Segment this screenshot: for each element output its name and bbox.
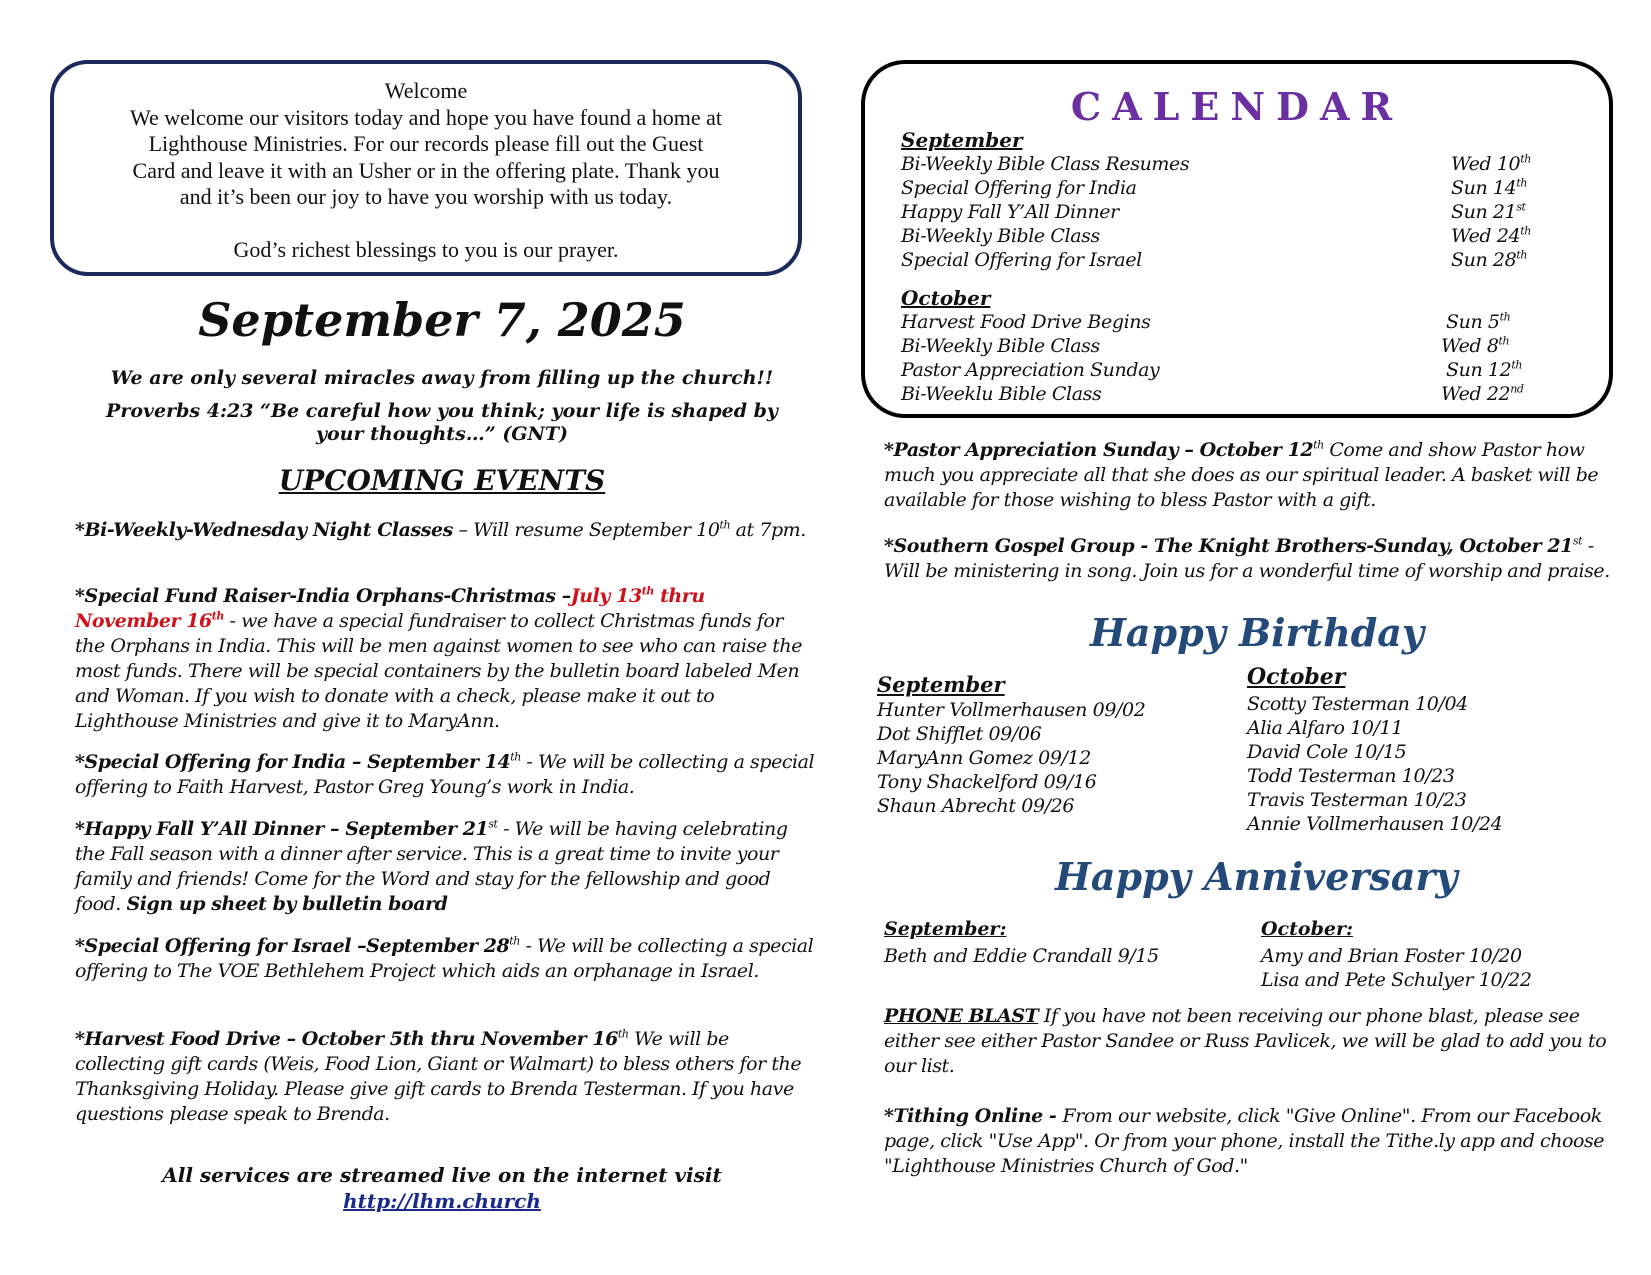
anniversary-september-label: September: <box>884 918 1007 940</box>
event-title: *Special Offering for India – September 14 <box>75 751 511 773</box>
event-sup: th <box>509 934 520 948</box>
anniversary-october-list <box>1261 944 1532 992</box>
calendar-day: Sun 5th <box>1446 310 1511 333</box>
list-item: Beth and Eddie Crandall 9/15 <box>884 945 1159 967</box>
notice-text: Come and show Pastor how much you appreciate all that she does as our spiritual leader. A basket will be available for those wishing to bless Pastor with a gift. <box>884 439 1599 511</box>
event-india-fundraiser <box>75 584 815 734</box>
calendar-row <box>901 248 1561 272</box>
calendar-row <box>901 334 1561 358</box>
event-title: *Harvest Food Drive – October 5th thru November 16 <box>75 1028 618 1050</box>
notice-sup: st <box>1572 534 1583 548</box>
calendar-event: Bi-Weekly Bible Class <box>901 225 1100 247</box>
calendar-event: Bi-Weekly Bible Class Resumes <box>901 153 1190 175</box>
calendar-day: Sun 14th <box>1451 176 1528 199</box>
event-israel-offering <box>75 934 815 984</box>
event-title: *Bi-Weekly-Wednesday Night Classes <box>75 519 453 541</box>
list-item: MaryAnn Gomez 09/12 <box>877 747 1091 769</box>
event-india-offering <box>75 750 815 800</box>
event-title: *Special Fund Raiser-India Orphans-Christmas – <box>75 585 571 607</box>
phone-blast-notice <box>884 1004 1624 1079</box>
bulletin-date: September 7, 2025 <box>198 293 686 347</box>
notice-title: *Tithing Online - <box>884 1105 1063 1127</box>
list-item: Annie Vollmerhausen 10/24 <box>1247 813 1503 835</box>
calendar-september-label: September <box>901 128 1023 152</box>
list-item: Travis Testerman 10/23 <box>1247 789 1467 811</box>
notice-title: *Southern Gospel Group - The Knight Brothers-Sunday, October 21 <box>884 535 1573 557</box>
calendar-event: Happy Fall Y’All Dinner <box>901 201 1119 223</box>
welcome-title: Welcome <box>384 78 468 103</box>
event-sup: th <box>211 609 224 623</box>
welcome-line: Card and leave it with an Usher or in the offering plate. Thank you <box>132 157 720 183</box>
birthday-september-list <box>877 698 1145 818</box>
notice-title: *Pastor Appreciation Sunday – October 12 <box>884 439 1314 461</box>
calendar-day: Wed 8th <box>1441 334 1510 357</box>
calendar-title: CALENDAR <box>1070 84 1404 129</box>
list-item: Tony Shackelford 09/16 <box>877 771 1097 793</box>
list-item: Dot Shifflet 09/06 <box>877 723 1042 745</box>
tithing-notice <box>884 1104 1624 1179</box>
list-item: Todd Testerman 10/23 <box>1247 765 1455 787</box>
verse <box>60 400 824 446</box>
calendar-day: Wed 22nd <box>1441 382 1524 405</box>
calendar-box <box>861 60 1613 418</box>
list-item: Alia Alfaro 10/11 <box>1247 717 1403 739</box>
event-text: at 7pm. <box>730 519 806 541</box>
notice-text: If you have not been receiving our phone blast, please see either see either Pastor Sandee or Russ Pavlicek, we will be glad to add you to our list. <box>884 1005 1607 1077</box>
calendar-row <box>901 382 1561 406</box>
list-item: Scotty Testerman 10/04 <box>1247 693 1468 715</box>
calendar-row <box>901 310 1561 334</box>
calendar-event: Pastor Appreciation Sunday <box>901 359 1160 381</box>
calendar-event: Special Offering for India <box>901 177 1137 199</box>
calendar-row <box>901 200 1561 224</box>
event-title: *Special Offering for Israel –September 28 <box>75 935 510 957</box>
event-sup: th <box>617 1027 629 1041</box>
calendar-row <box>901 224 1561 248</box>
event-text: - we have a special fundraiser to collect Christmas funds for the Orphans in India. This will be men against women to see who can raise the most funds. There will be special containers by the bulletin board labeled Men and Woman. If you wish to donate with a check, please make it out to Lighthouse Ministries and give it to MaryAnn. <box>75 610 803 732</box>
event-sup: st <box>488 817 498 831</box>
gospel-group-notice <box>884 534 1624 584</box>
event-sup: th <box>510 750 521 764</box>
tagline: We are only several miracles away from filling up the church!! <box>110 367 774 389</box>
calendar-day: Sun 21st <box>1451 200 1526 223</box>
verse-line: your thoughts…” (GNT) <box>315 423 569 445</box>
calendar-event: Bi-Weekly Bible Class <box>901 335 1100 357</box>
list-item: David Cole 10/15 <box>1247 741 1407 763</box>
calendar-october-label: October <box>901 286 991 310</box>
welcome-line: and it’s been our joy to have you worship with us today. <box>179 184 673 209</box>
event-sup: th <box>719 518 731 532</box>
birthday-heading: Happy Birthday <box>1090 610 1425 655</box>
notice-sup: th <box>1313 438 1324 452</box>
calendar-row <box>901 176 1561 200</box>
calendar-row <box>901 358 1561 382</box>
calendar-day: Sun 12th <box>1446 358 1523 381</box>
event-text: - We will be collecting a special offering to Faith Harvest, Pastor Greg Young’s work in India. <box>75 751 815 798</box>
event-sup: th <box>641 584 654 598</box>
event-date-end: thru November 16 <box>75 585 705 632</box>
anniversary-september-list <box>884 944 1159 968</box>
event-food-drive <box>75 1027 815 1127</box>
list-item: Hunter Vollmerhausen 09/02 <box>877 699 1146 721</box>
welcome-box <box>50 60 802 276</box>
list-item: Shaun Abrecht 09/26 <box>877 795 1075 817</box>
event-text: – Will resume September 10 <box>452 519 720 541</box>
event-text: - We will be collecting a special offering to The VOE Bethlehem Project which aids an orphanage in Israel. <box>75 935 814 982</box>
calendar-event: Special Offering for Israel <box>901 249 1142 271</box>
event-signup: Sign up sheet by bulletin board <box>126 893 448 915</box>
event-bible-classes <box>75 518 815 543</box>
stream-notice <box>50 1162 834 1214</box>
event-text: We will be collecting gift cards (Weis, Food Lion, Giant or Walmart) to bless others for the Thanksgiving Holiday. Please give gift cards to Brenda Testerman. If you have questions please speak to Brenda. <box>75 1028 802 1125</box>
calendar-row <box>901 152 1561 176</box>
stream-text: All services are streamed live on the internet visit <box>162 1163 722 1187</box>
birthday-october-label: October <box>1247 664 1346 690</box>
list-item: Amy and Brian Foster 10/20 <box>1261 945 1522 967</box>
notice-text: From our website, click "Give Online". From our Facebook page, click "Use App". Or from your phone, install the Tithe.ly app and choose "Lighthouse Ministries Church of God." <box>884 1105 1605 1177</box>
welcome-line: We welcome our visitors today and hope you have found a home at <box>129 104 723 130</box>
event-date-start: July 13 <box>570 585 642 607</box>
list-item: Lisa and Pete Schulyer 10/22 <box>1261 969 1532 991</box>
calendar-day: Sun 28th <box>1451 248 1528 271</box>
pastor-appreciation-notice <box>884 438 1624 513</box>
birthday-october-list <box>1247 692 1502 836</box>
website-link[interactable]: http://lhm.church <box>343 1189 541 1213</box>
verse-line: Proverbs 4:23 “Be careful how you think; your life is shaped by <box>106 400 778 422</box>
event-title: *Happy Fall Y’All Dinner – September 21 <box>75 818 489 840</box>
notice-title: PHONE BLAST <box>884 1005 1039 1027</box>
anniversary-october-label: October: <box>1261 918 1353 940</box>
event-text: - We will be having celebrating the Fall season with a dinner after service. This is a great time to invite your family and friends! Come for the Word and stay for the fellowship and good food. <box>75 818 788 915</box>
event-fall-dinner <box>75 817 815 917</box>
welcome-line: Lighthouse Ministries. For our records please fill out the Guest <box>148 131 704 156</box>
welcome-blessing: God’s richest blessings to you is our prayer. <box>233 236 619 262</box>
upcoming-events-heading: UPCOMING EVENTS <box>278 464 606 497</box>
notice-text: - Will be ministering in song. Join us for a wonderful time of worship and praise. <box>884 535 1610 582</box>
calendar-event: Harvest Food Drive Begins <box>901 311 1151 333</box>
calendar-event: Bi-Weeklu Bible Class <box>901 383 1102 405</box>
anniversary-heading: Happy Anniversary <box>1055 854 1458 899</box>
calendar-day: Wed 10th <box>1451 152 1531 175</box>
birthday-september-label: September <box>877 672 1005 697</box>
calendar-day: Wed 24th <box>1451 224 1531 247</box>
